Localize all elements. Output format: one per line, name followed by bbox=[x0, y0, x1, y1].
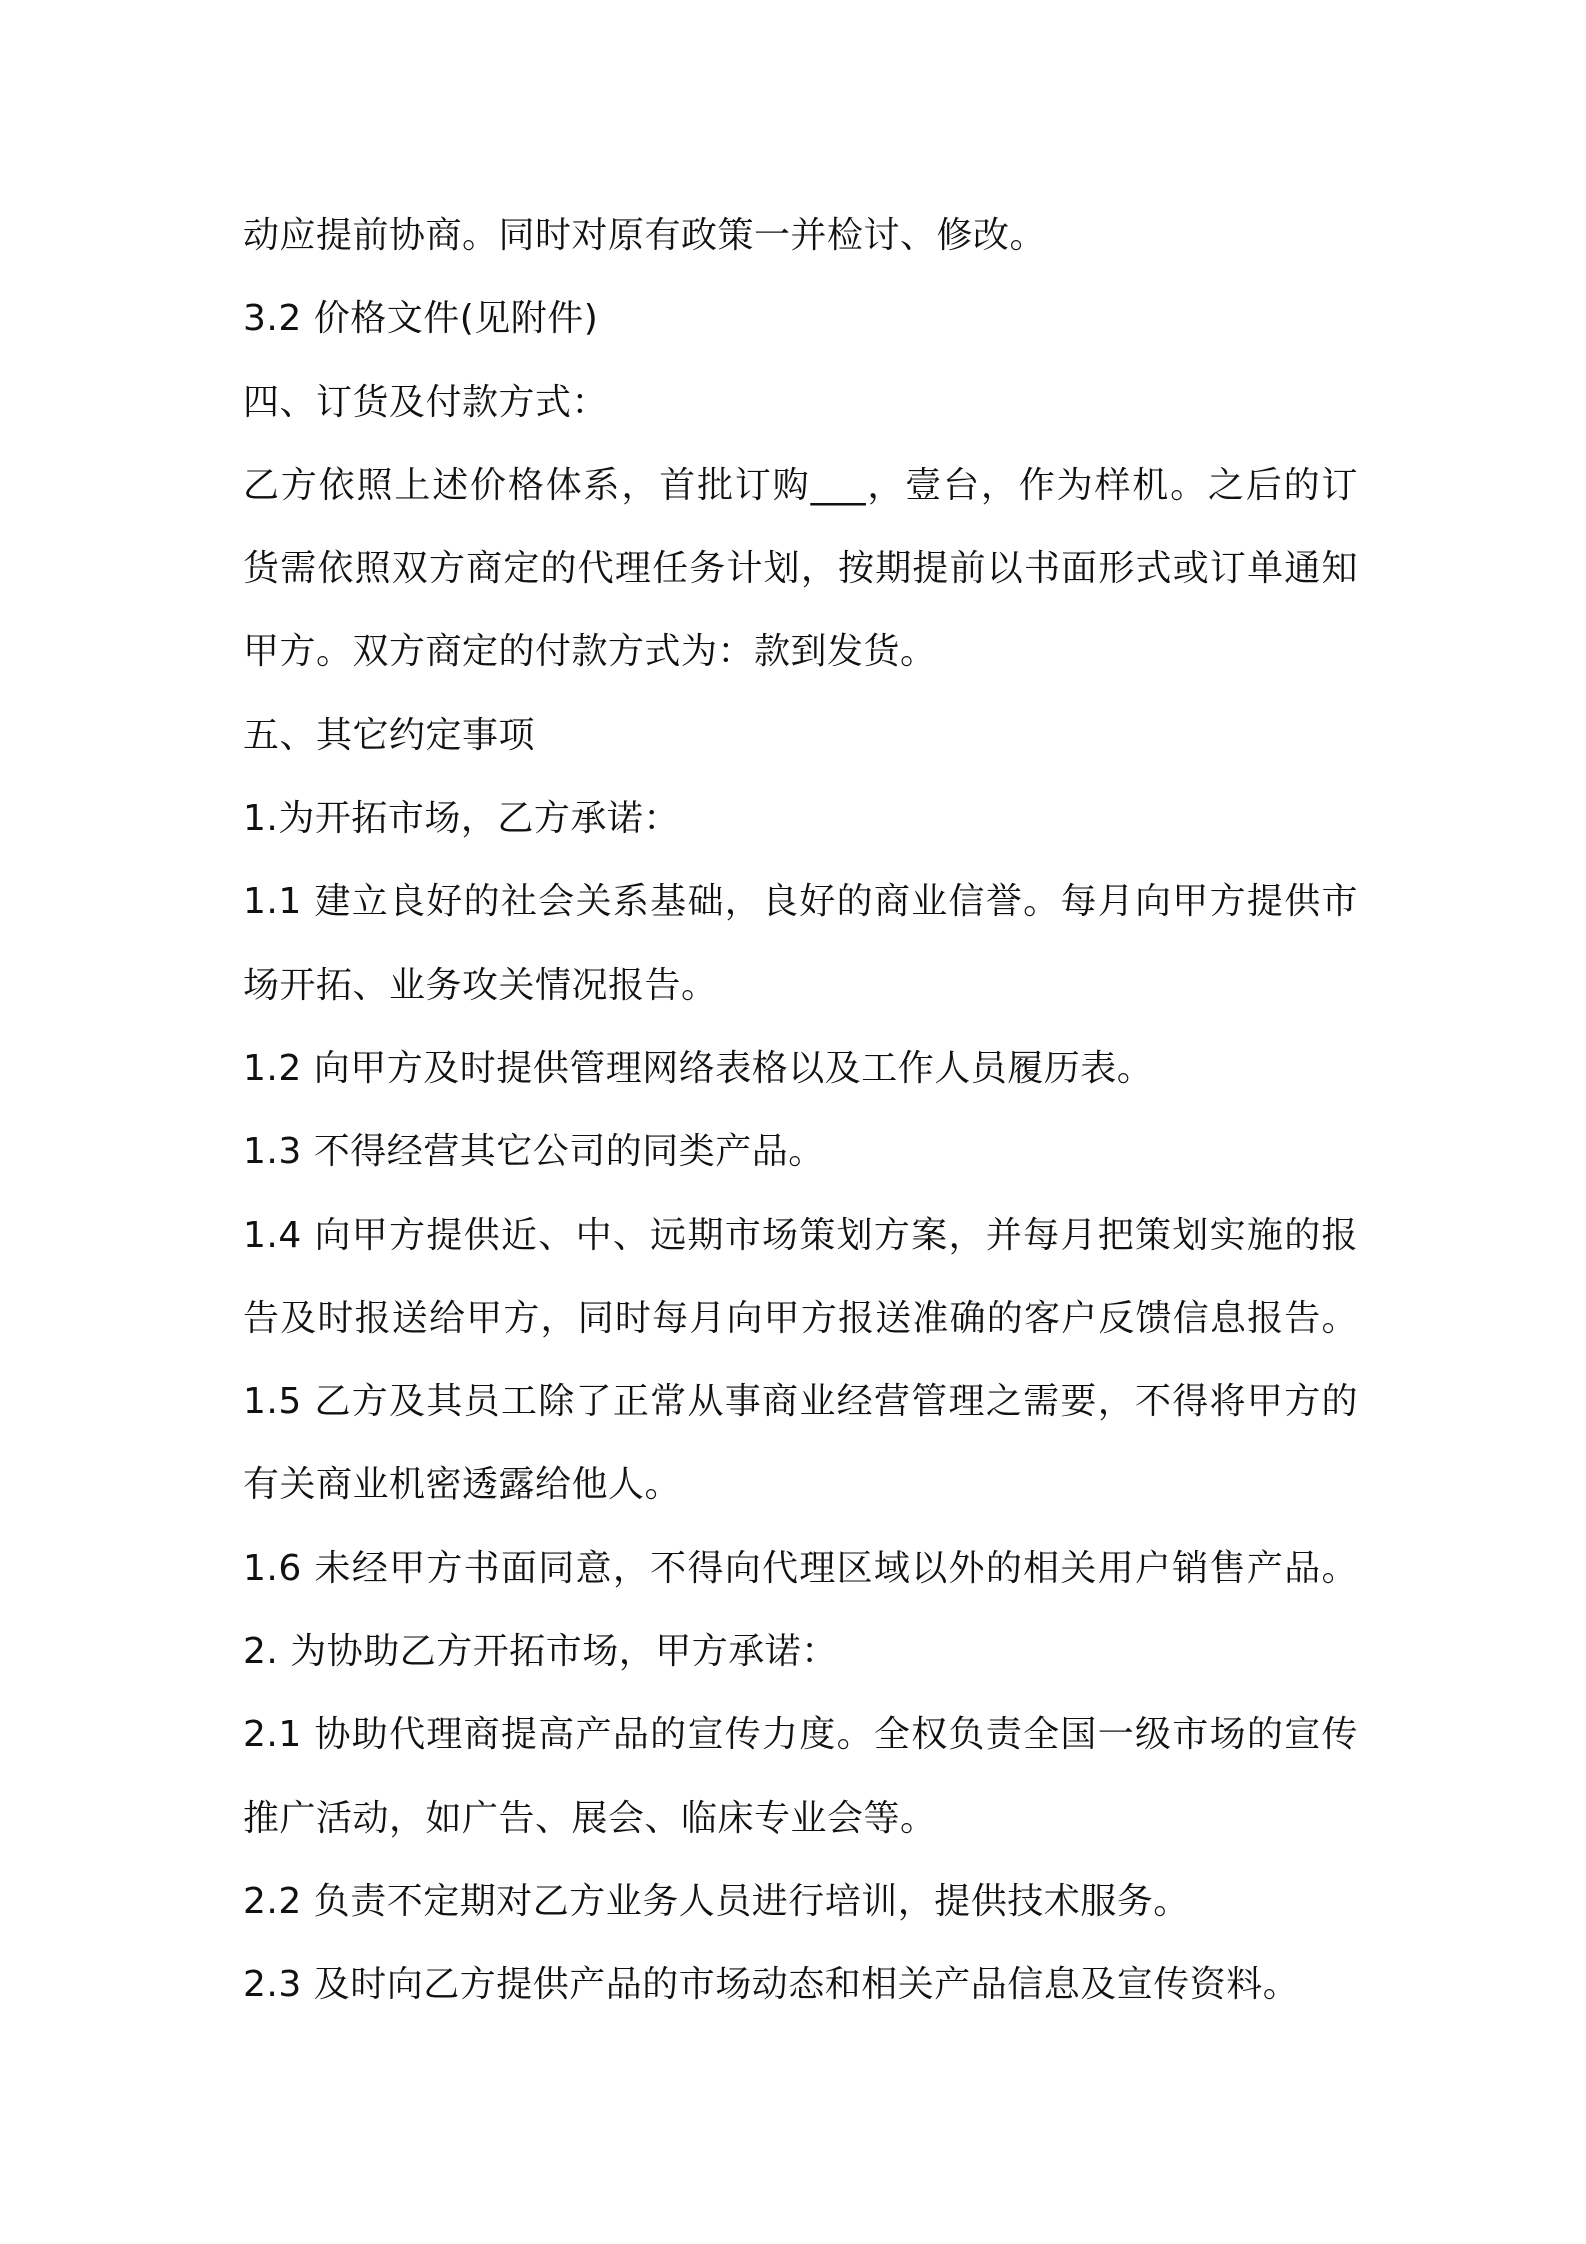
text-line: 1.1 建立良好的社会关系基础，良好的商业信誉。每月向甲方提供市 bbox=[243, 881, 1358, 923]
text-line: 货需依照双方商定的代理任务计划，按期提前以书面形式或订单通知 bbox=[243, 548, 1358, 590]
text-line: 动应提前协商。同时对原有政策一并检讨、修改。 bbox=[243, 215, 1047, 256]
text-line: 推广活动，如广告、展会、临床专业会等。 bbox=[243, 1797, 937, 1839]
section-heading: 四、订货及付款方式： bbox=[243, 381, 609, 423]
text-line: 2.3 及时向乙方提供产品的市场动态和相关产品信息及宣传资料。 bbox=[243, 1964, 1300, 2006]
text-line: 1.4 向甲方提供近、中、远期市场策划方案，并每月把策划实施的报 bbox=[243, 1214, 1358, 1256]
clause-heading: 2. 为协助乙方开拓市场，甲方承诺： bbox=[243, 1631, 838, 1673]
text-line: 有关商业机密透露给他人。 bbox=[243, 1464, 682, 1506]
text-line: 1.6 未经甲方书面同意，不得向代理区域以外的相关用户销售产品。 bbox=[243, 1547, 1358, 1589]
text-line: 1.2 向甲方及时提供管理网络表格以及工作人员履历表。 bbox=[243, 1047, 1154, 1089]
clause-heading: 1.为开拓市场，乙方承诺： bbox=[243, 798, 680, 840]
text-line: 1.3 不得经营其它公司的同类产品。 bbox=[243, 1131, 825, 1173]
contract-text-body bbox=[243, 194, 1358, 2027]
text-line: 场开拓、业务攻关情况报告。 bbox=[243, 964, 718, 1006]
text-line: 乙方依照上述价格体系，首批订购___，壹台，作为样机。之后的订 bbox=[243, 464, 1358, 506]
section-heading: 3.2 价格文件(见附件) bbox=[243, 298, 599, 340]
section-heading: 五、其它约定事项 bbox=[243, 714, 536, 756]
text-line: 告及时报送给甲方，同时每月向甲方报送准确的客户反馈信息报告。 bbox=[243, 1297, 1358, 1339]
text-line: 1.5 乙方及其员工除了正常从事商业经营管理之需要，不得将甲方的 bbox=[243, 1381, 1358, 1423]
text-line: 2.2 负责不定期对乙方业务人员进行培训，提供技术服务。 bbox=[243, 1880, 1190, 1922]
text-line: 甲方。双方商定的付款方式为：款到发货。 bbox=[243, 631, 937, 673]
text-line: 2.1 协助代理商提高产品的宣传力度。全权负责全国一级市场的宣传 bbox=[243, 1714, 1358, 1756]
